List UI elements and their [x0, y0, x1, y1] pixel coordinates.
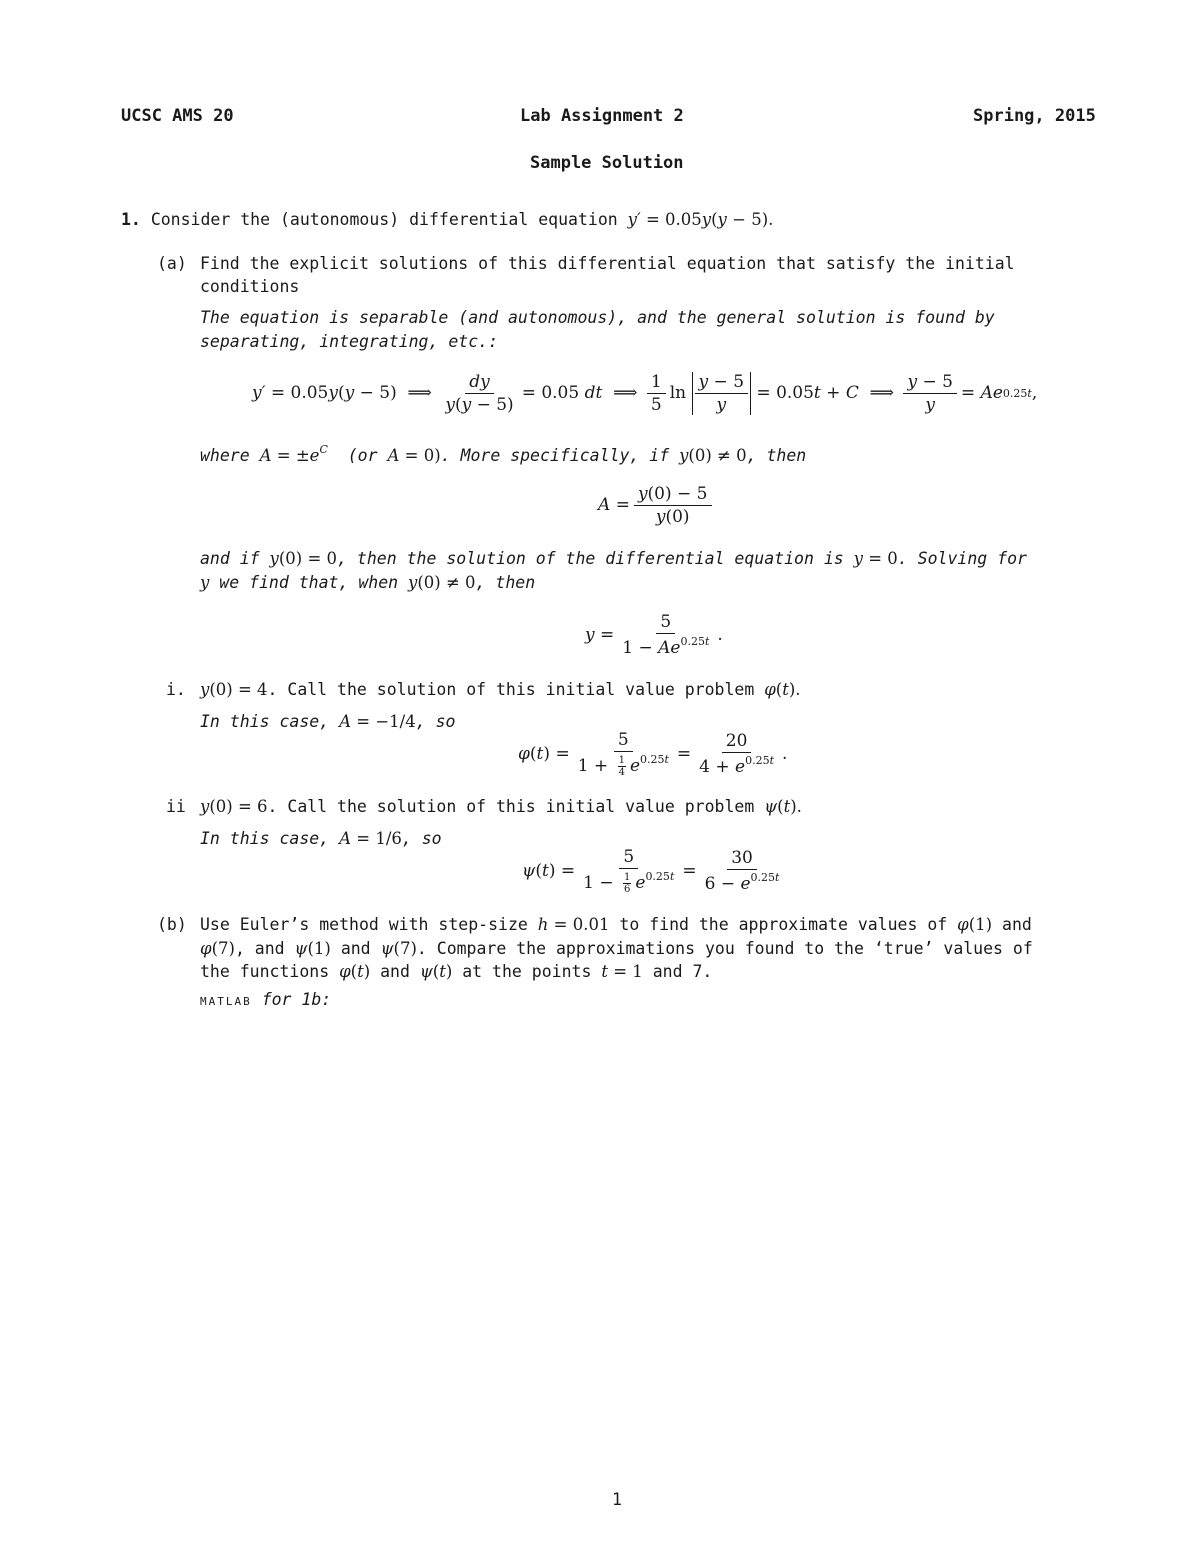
- part-b-line3: the functions φ(t) and ψ(t) at the points t = 1 and 7.: [200, 962, 713, 981]
- part-a-solution-line2: separating, integrating, etc.:: [200, 332, 499, 351]
- and-if-line1: and if y(0) = 0, then the solution of the differential equation is y = 0. Solving for: [200, 549, 1027, 568]
- part-a-question-line1: Find the explicit solutions of this differential equation that satisfy the initial: [200, 254, 1015, 273]
- matlab-label: MATLAB for 1b:: [200, 990, 332, 1009]
- part-a-label: (a): [157, 254, 187, 273]
- and-if-line2: y we find that, when y(0) ≠ 0, then: [200, 573, 536, 592]
- separation-equation: y′ = 0.05 y ( y − 5) ⟹ $\frac{dy}{y(y - 5)}$ = 0.05 dt ⟹ $\frac{1}{5}$ ln $\frac{y - 5}{y}$ = 0.05 t + C ⟹ $\frac{y - 5}{y}$ = Ae 0.25t ,: [252, 371, 1038, 415]
- case-i-A: In this case, A = −1/4, so: [200, 712, 456, 731]
- A-formula: A = $\frac{y(0) - 5}{y(0)}$: [598, 480, 716, 530]
- header-assignment: Lab Assignment 2: [520, 106, 684, 126]
- case-ii-label: ii: [166, 797, 186, 816]
- part-a-solution-line1: The equation is separable (and autonomous), and the general solution is found by: [200, 308, 995, 327]
- part-b-label: (b): [157, 915, 187, 934]
- header-term: Spring, 2015: [973, 106, 1096, 126]
- problem-1-intro: 1. Consider the (autonomous) differential equation y′ = 0.05y(y − 5).: [121, 210, 774, 229]
- case-ii-A: In this case, A = 1/6, so: [200, 829, 442, 848]
- part-b-line1: Use Euler’s method with step-size h = 0.01 to find the approximate values of φ(1) and: [200, 915, 1032, 934]
- psi-solution: ψ ( t ) = 5 1 − $\frac{1}{6}$ $e^{0.25t}$ = $\frac{30}{6 - e^{0.25t}}$: [522, 847, 780, 895]
- case-i-statement: y(0) = 4. Call the solution of this initial value problem φ(t).: [200, 680, 801, 699]
- phi-solution: φ ( t ) = 5 1 + $\frac{1}{4}$ $e^{0.25t}$ = $\frac{20}{4 + e^{0.25t}}$ .: [518, 730, 788, 778]
- page-number: 1: [612, 1490, 622, 1509]
- case-i-label: i.: [166, 680, 186, 699]
- part-b-line2: φ(7), and ψ(1) and ψ(7). Compare the approximations you found to the ‘true’ values of: [200, 939, 1033, 958]
- header-course: UCSC AMS 20: [121, 106, 234, 126]
- part-a-question-line2: conditions: [200, 277, 300, 296]
- case-ii-statement: y(0) = 6. Call the solution of this initial value problem ψ(t).: [200, 797, 802, 816]
- page-title: Sample Solution: [530, 153, 684, 173]
- general-solution: y = $\frac{5}{1 - Ae^{0.25t}}$ .: [585, 612, 723, 658]
- where-A-line: where $A = \pm e^C$ (or A = 0). More specifically, if y(0) ≠ 0, then: [200, 443, 807, 465]
